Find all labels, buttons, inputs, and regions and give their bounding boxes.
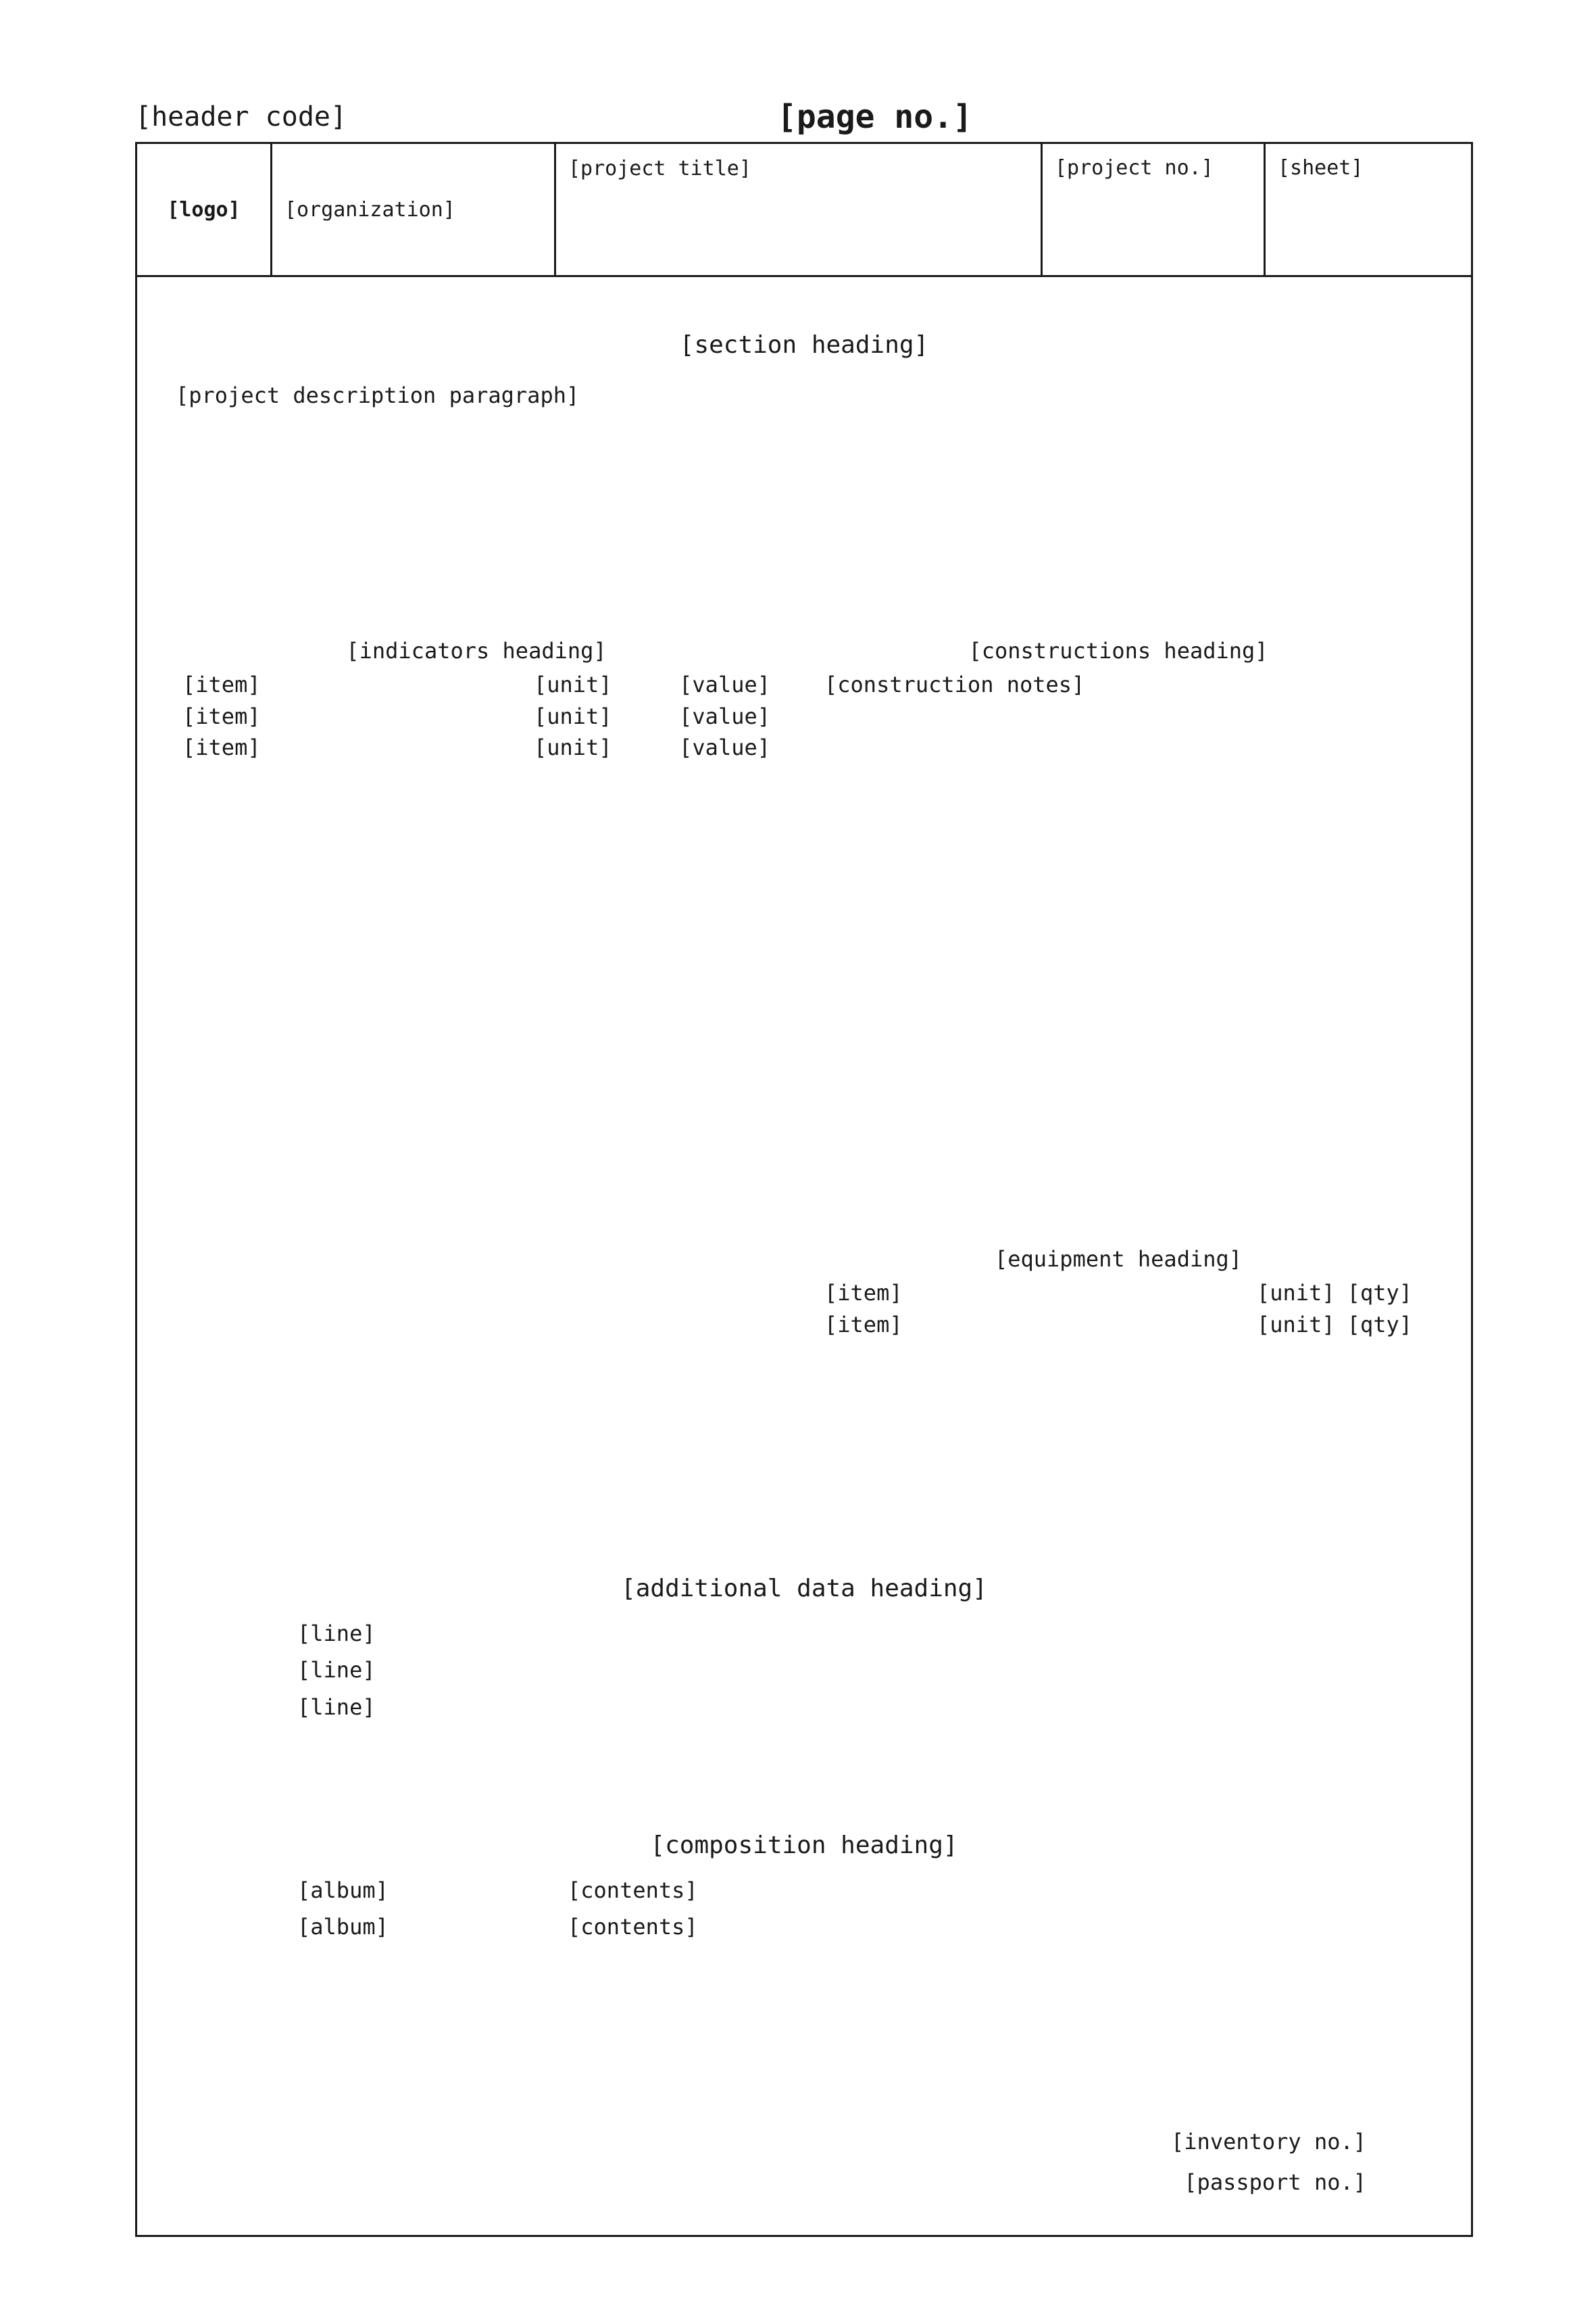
album-content: [contents] <box>568 1914 698 1940</box>
equipment-row <box>824 1309 1453 1340</box>
composition-list <box>297 1872 698 1946</box>
description-text: [project description paragraph] <box>176 383 580 408</box>
equipment-label: [item] <box>824 1280 903 1306</box>
indicator-label: [item] <box>182 672 261 698</box>
additional-line: [line] <box>297 1621 376 1646</box>
additional-line: [line] <box>297 1657 376 1683</box>
equipment-heading: [equipment heading] <box>994 1246 1243 1272</box>
additional-line: [line] <box>297 1694 376 1720</box>
album-content: [contents] <box>568 1877 698 1903</box>
constructions-column <box>824 629 1453 701</box>
indicators-heading: [indicators heading] <box>346 638 607 664</box>
album-name: [album] <box>297 1877 389 1903</box>
composition-heading: [composition heading] <box>650 1831 958 1859</box>
project-number: [project no.] <box>1043 144 1266 275</box>
inventory-number: [inventory no.] <box>1171 2129 1366 2155</box>
indicator-row <box>182 732 770 763</box>
sheet-label: [sheet] <box>1278 156 1364 180</box>
project-title: [project title] <box>556 144 1043 275</box>
album-name: [album] <box>297 1914 389 1940</box>
indicator-row <box>182 669 770 700</box>
constructions-heading: [constructions heading] <box>968 638 1268 664</box>
additional-heading: [additional data heading] <box>621 1575 987 1602</box>
title-block <box>135 142 1473 277</box>
equipment-qty: [qty] <box>1347 1311 1412 1337</box>
equipment-unit: [unit] <box>1257 1280 1335 1306</box>
album-row <box>297 1909 698 1945</box>
indicator-value: [value] <box>679 703 770 729</box>
equipment-row <box>824 1277 1453 1308</box>
indicator-row <box>182 701 770 732</box>
indicator-label: [item] <box>182 703 261 729</box>
logo: [logo] <box>137 144 272 275</box>
constructions-text: [construction notes] <box>824 672 1085 698</box>
equipment-column <box>824 1237 1453 1340</box>
indicator-unit: [unit] <box>534 735 612 761</box>
description-heading: [section heading] <box>679 331 929 359</box>
equipment-label: [item] <box>824 1311 903 1337</box>
document-code: [header code] <box>135 101 347 132</box>
equipment-qty: [qty] <box>1347 1280 1412 1306</box>
album-row <box>297 1872 698 1909</box>
indicator-unit: [unit] <box>534 672 612 698</box>
additional-list <box>297 1615 376 1725</box>
equipment-unit: [unit] <box>1257 1311 1335 1337</box>
indicator-value: [value] <box>679 672 770 698</box>
organization-name: [organization] <box>272 144 556 275</box>
page-number: [page no.] <box>777 98 972 136</box>
indicator-unit: [unit] <box>534 703 612 729</box>
indicator-label: [item] <box>182 735 261 761</box>
indicator-value: [value] <box>679 735 770 761</box>
indicators-column <box>182 629 770 764</box>
passport-number: [passport no.] <box>1184 2169 1366 2195</box>
